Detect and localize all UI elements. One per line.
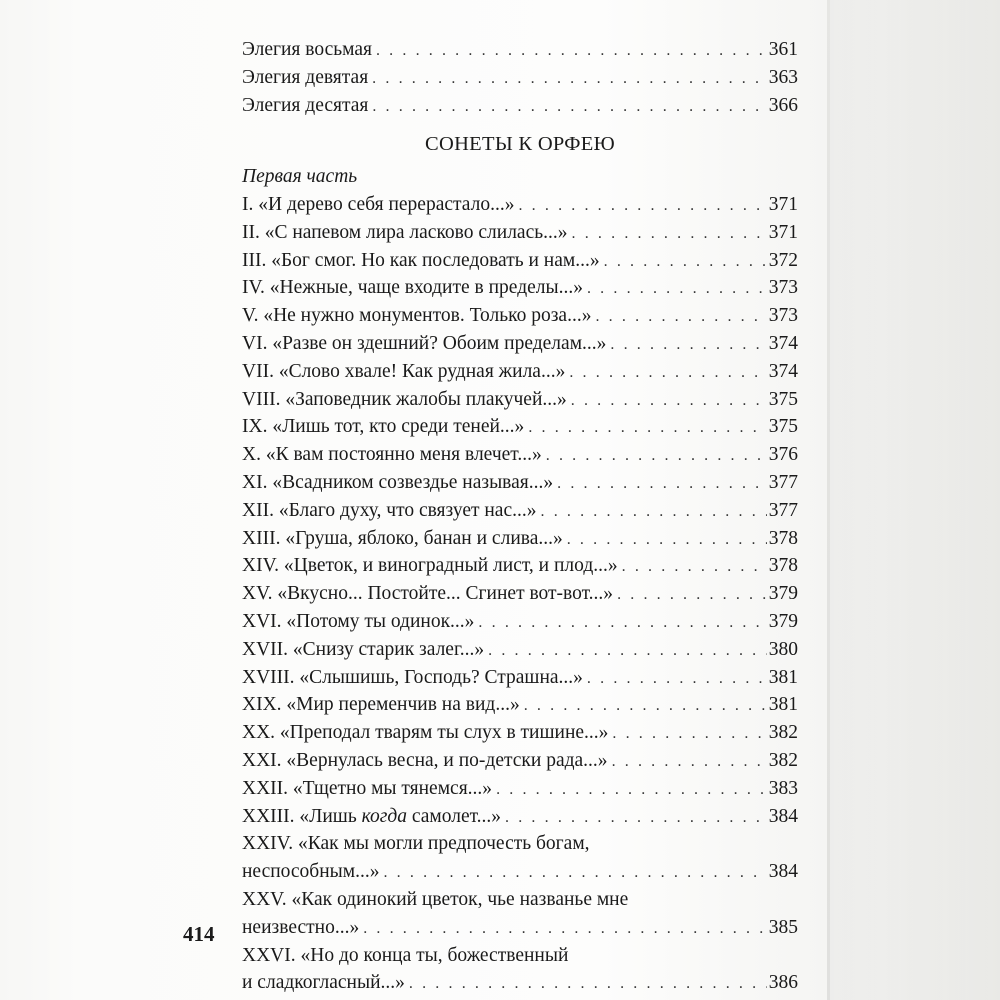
- entry-title: VIII. «Заповедник жалобы плакучей...»: [242, 388, 567, 410]
- toc-entry: [242, 636, 798, 664]
- entry-page: 375: [768, 388, 798, 410]
- leader-dots: [610, 331, 766, 359]
- entry-title-prefix: XXIII. «Лишь: [242, 805, 362, 827]
- entry-page: 379: [768, 583, 798, 605]
- entry-title: II. «С напевом лира ласково слилась...»: [242, 221, 568, 243]
- entry-page: 371: [768, 193, 798, 215]
- toc-entry: [242, 803, 798, 831]
- toc-entry: [242, 386, 798, 414]
- entry-title: XXII. «Тщетно мы тянемся...»: [242, 777, 493, 799]
- toc-entry: [242, 219, 798, 247]
- entry-title: V. «Не нужно монументов. Только роза...»: [242, 305, 592, 327]
- section-subheading: Первая часть: [242, 166, 358, 188]
- entry-title: IV. «Нежные, чаще входите в пределы...»: [242, 277, 583, 299]
- sonnet-list: [242, 191, 798, 803]
- toc-entry: [242, 552, 798, 580]
- toc-entry: [242, 358, 798, 386]
- leader-dots: [372, 65, 767, 93]
- leader-dots: [612, 720, 766, 748]
- leader-dots: [409, 970, 767, 998]
- entry-page: 374: [768, 360, 798, 382]
- entry-page: 381: [768, 666, 798, 688]
- entry-page: 381: [768, 694, 798, 716]
- toc-entry: [242, 92, 798, 120]
- leader-dots: [376, 37, 767, 65]
- entry-page: 383: [768, 777, 798, 799]
- entry-title-italic: когда: [361, 805, 407, 827]
- entry-page: 374: [768, 332, 798, 354]
- entry-title: XVIII. «Слышишь, Господь? Страшна...»: [242, 666, 583, 688]
- leader-dots: [488, 637, 767, 665]
- toc-entry-first-line: [242, 942, 798, 970]
- entry-title-continuation: неизвестно...»: [242, 916, 360, 938]
- entry-page: 373: [768, 277, 798, 299]
- leader-dots: [363, 915, 767, 943]
- entry-page: 375: [768, 416, 798, 438]
- toc-entry: [242, 274, 798, 302]
- leader-dots: [524, 692, 767, 720]
- entry-title: XXI. «Вернулась весна, и по-детски рада...»: [242, 749, 608, 771]
- page-edge: [827, 0, 830, 1000]
- page-shadow: [830, 0, 1000, 1000]
- entry-title: III. «Бог смог. Но как последовать и нам...»: [242, 249, 600, 271]
- leader-dots: [587, 275, 767, 303]
- entry-page: 377: [768, 471, 798, 493]
- entry-page: 385: [768, 916, 798, 938]
- entry-page: 382: [768, 722, 798, 744]
- entry-title: IX. «Лишь тот, кто среди теней...»: [242, 416, 525, 438]
- toc-entry: [242, 747, 798, 775]
- entry-title-continuation: и сладкогласный...»: [242, 972, 405, 994]
- toc-entry: [242, 858, 798, 886]
- entry-title: Элегия восьмая: [242, 39, 372, 60]
- table-of-contents: [242, 36, 798, 997]
- entry-page: 377: [768, 499, 798, 521]
- toc-entry: [242, 664, 798, 692]
- entry-title: XVI. «Потому ты одинок...»: [242, 610, 475, 632]
- toc-entry: [242, 497, 798, 525]
- entry-page: 366: [768, 94, 798, 116]
- entry-page: 384: [768, 861, 798, 883]
- entry-page: 372: [768, 249, 798, 271]
- entry-page: 378: [768, 555, 798, 577]
- leader-dots: [528, 414, 766, 442]
- leader-dots: [571, 387, 767, 415]
- toc-entry: [242, 580, 798, 608]
- entry-page: 384: [768, 805, 798, 827]
- toc-entry: [242, 330, 798, 358]
- entry-title: XV. «Вкусно... Постойте... Сгинет вот-вот...»: [242, 583, 614, 605]
- entry-page: 376: [768, 444, 798, 466]
- entry-title: Элегия девятая: [242, 66, 369, 88]
- toc-entry: [242, 36, 798, 64]
- toc-entry: [242, 191, 798, 219]
- entry-page: 373: [768, 305, 798, 327]
- leader-dots: [567, 526, 767, 554]
- toc-entry: [242, 441, 798, 469]
- leader-dots: [617, 581, 767, 609]
- entry-page: 371: [768, 221, 798, 243]
- toc-entry: [242, 775, 798, 803]
- toc-entry: [242, 719, 798, 747]
- entry-page: 380: [768, 638, 798, 660]
- toc-entry: [242, 914, 798, 942]
- entry-title: XIX. «Мир переменчив на вид...»: [242, 694, 520, 716]
- toc-entry: [242, 64, 798, 92]
- leader-dots: [604, 248, 767, 276]
- entry-page: 378: [768, 527, 798, 549]
- entry-title: I. «И дерево себя перерастало...»: [242, 193, 515, 215]
- toc-entry: [242, 247, 798, 275]
- entry-page: 379: [768, 610, 798, 632]
- entry-page: 382: [768, 749, 798, 771]
- leader-dots: [518, 192, 766, 220]
- entry-title: XIII. «Груша, яблоко, банан и слива...»: [242, 527, 563, 549]
- entry-title: XI. «Всадником созвездье называя...»: [242, 471, 554, 493]
- toc-entry-first-line: [242, 886, 798, 914]
- entry-title: [242, 803, 505, 831]
- page-number: 414: [183, 922, 215, 946]
- leader-dots: [383, 859, 766, 887]
- leader-dots: [541, 498, 767, 526]
- entry-title: Элегия десятая: [242, 94, 369, 116]
- leader-dots: [587, 665, 767, 693]
- toc-entry: [242, 608, 798, 636]
- toc-entry: [242, 691, 798, 719]
- entry-title: XIV. «Цветок, и виноградный лист, и плод...»: [242, 555, 618, 577]
- leader-dots: [496, 776, 767, 804]
- toc-entry: [242, 302, 798, 330]
- toc-entry: [242, 525, 798, 553]
- entry-title: VII. «Слово хвале! Как рудная жила...»: [242, 360, 566, 382]
- entry-page: 361: [768, 39, 798, 60]
- toc-entry: [242, 413, 798, 441]
- entry-title: X. «К вам постоянно меня влечет...»: [242, 444, 542, 466]
- entry-title-continuation: неспособным...»: [242, 861, 380, 883]
- leader-dots: [595, 303, 766, 331]
- toc-entry-first-line: [242, 830, 798, 858]
- leader-dots: [572, 220, 767, 248]
- leader-dots: [505, 804, 767, 832]
- entry-title: XII. «Благо духу, что связует нас...»: [242, 499, 537, 521]
- toc-entry: [242, 469, 798, 497]
- entry-title: XXIV. «Как мы могли предпочесть богам,: [242, 833, 590, 855]
- leader-dots: [622, 553, 767, 581]
- leader-dots: [612, 748, 767, 776]
- entry-page: 386: [768, 972, 798, 994]
- entry-page: 363: [768, 66, 798, 88]
- leader-dots: [557, 470, 767, 498]
- leader-dots: [569, 359, 766, 387]
- entry-title-suffix: самолет...»: [406, 805, 502, 827]
- entry-title: XX. «Преподал тварям ты слух в тишине...»: [242, 722, 609, 744]
- entry-title: XXV. «Как одинокий цветок, чье названье мне: [242, 888, 629, 910]
- entry-title: XVII. «Снизу старик залег...»: [242, 638, 485, 660]
- entry-title: VI. «Разве он здешний? Обоим пределам...»: [242, 332, 607, 354]
- entry-title: XXVI. «Но до конца ты, божественный: [242, 944, 569, 966]
- leader-dots: [372, 93, 766, 121]
- leader-dots: [546, 442, 767, 470]
- section-heading: СОНЕТЫ К ОРФЕЮ: [425, 133, 615, 156]
- toc-entry: [242, 969, 798, 997]
- leader-dots: [478, 609, 766, 637]
